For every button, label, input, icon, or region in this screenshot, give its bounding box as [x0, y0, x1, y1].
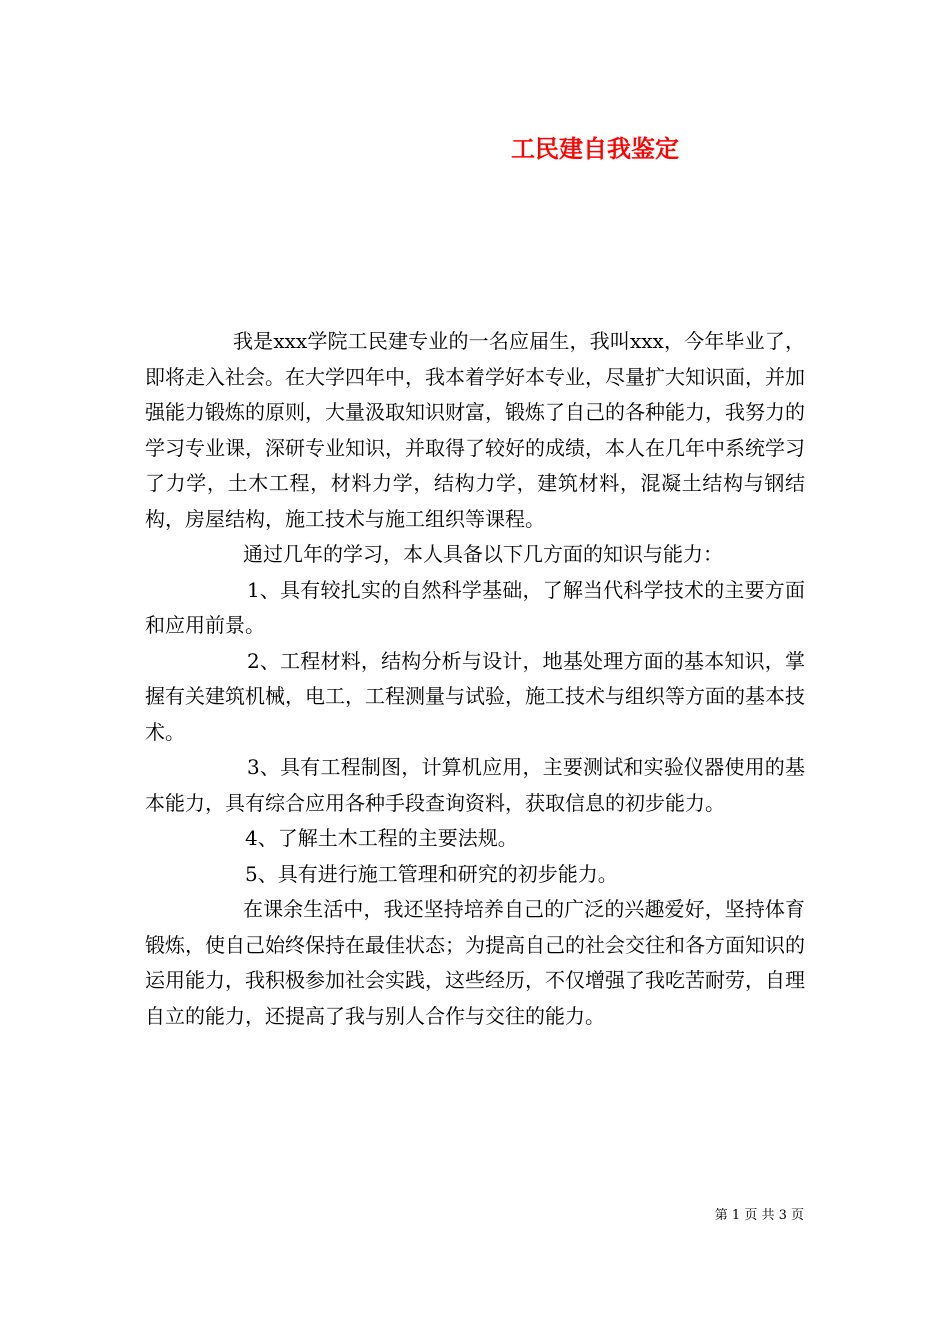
document-title: 工民建自我鉴定	[511, 135, 679, 163]
paragraph-ability-3: 3、具有工程制图，计算机应用，主要测试和实验仪器使用的基本能力，具有综合应用各种手段查询资料，获取信息的初步能力。	[145, 755, 805, 815]
paragraph-ability-1: 1、具有较扎实的自然科学基础，了解当代科学技术的主要方面和应用前景。	[145, 577, 805, 637]
paragraph-extracurricular: 在课余生活中，我还坚持培养自己的广泛的兴趣爱好，坚持体育锻炼，使自己始终保持在最佳状态；为提高自己的社会交往和各方面知识的运用能力，我积极参加社会实践，这些经历，不仅增强了我吃苦耐劳，自理自立的能力，还提高了我与别人合作与交往的能力。	[145, 897, 805, 1028]
page-number: 第 1 页 共 3 页	[714, 1208, 804, 1223]
paragraph-intro: 我是xxx学院工民建专业的一名应届生，我叫xxx，今年毕业了，即将走入社会。在大学四年中，我本着学好本专业，尽量扩大知识面，并加强能力锻炼的原则，大量汲取知识财富，锻炼了自己的各种能力，我努力的学习专业课，深研专业知识，并取得了较好的成绩，本人在几年中系统学习了力学，土木工程，材料力学，结构力学，建筑材料，混凝土结构与钢结构，房屋结构，施工技术与施工组织等课程。	[145, 329, 805, 531]
paragraph-ability-4: 4、了解土木工程的主要法规。	[245, 826, 518, 850]
paragraph-ability-5: 5、具有进行施工管理和研究的初步能力。	[245, 861, 618, 886]
paragraph-abilities-intro: 通过几年的学习，本人具备以下几方面的知识与能力：	[243, 542, 723, 566]
paragraph-ability-2: 2、工程材料，结构分析与设计，地基处理方面的基本知识，掌握有关建筑机械，电工，工程测量与试验，施工技术与组织等方面的基本技术。	[145, 648, 805, 744]
document-body	[145, 324, 805, 1034]
